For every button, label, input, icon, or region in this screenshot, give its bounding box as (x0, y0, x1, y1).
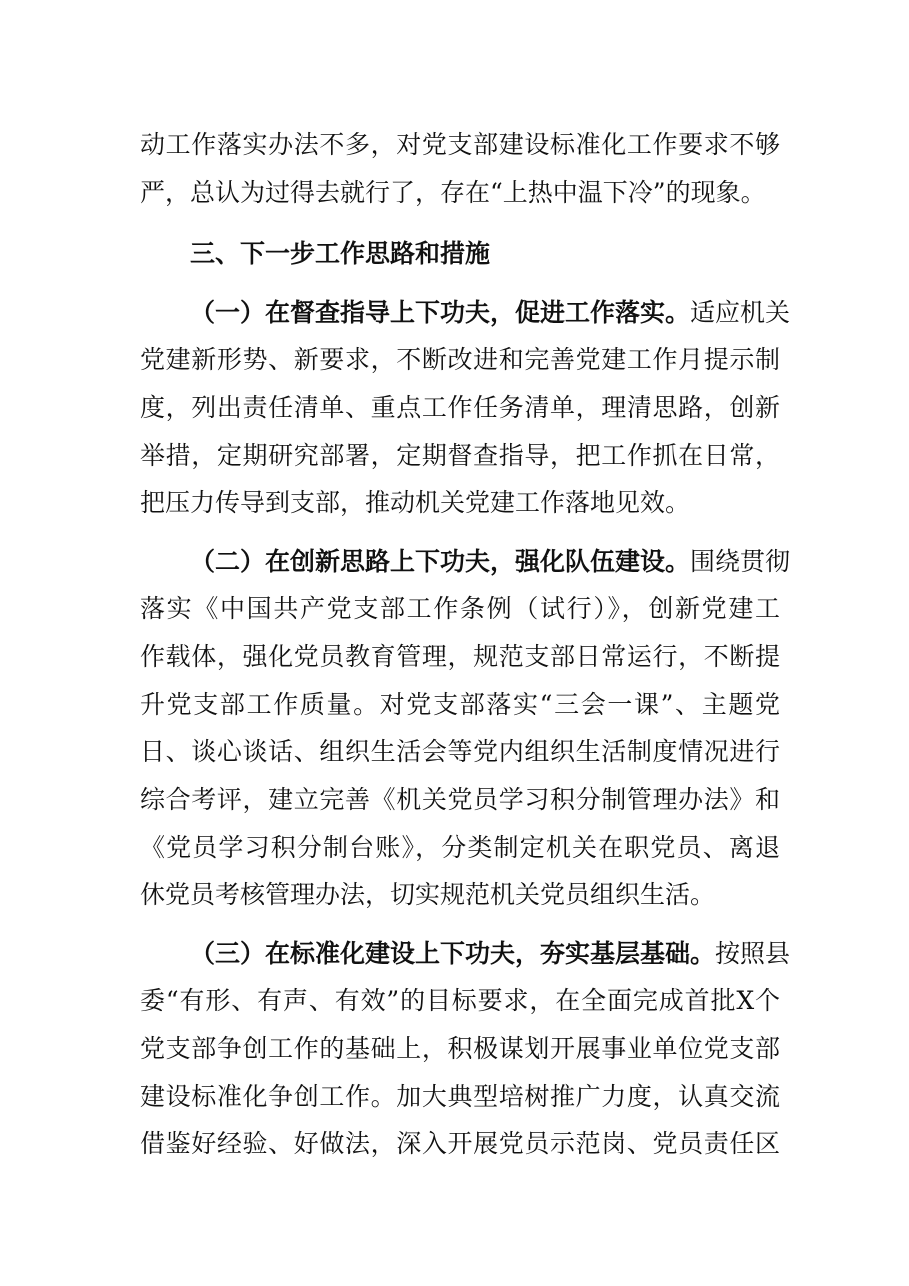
para1-line1-rest: 适应机关 (690, 298, 791, 327)
para2-line-6: 综合考评，建立完善《机关党员学习积分制管理办法》和 (140, 785, 780, 814)
para2-line-8: 休党员考核管理办法，切实规范机关党员组织生活。 (140, 880, 716, 909)
para2-line-3: 作载体，强化党员教育管理，规范支部日常运行，不断提 (140, 642, 780, 671)
intro-line-1: 动工作落实办法不多，对党支部建设标准化工作要求不够 (140, 130, 780, 159)
para3-line-5: 借鉴好经验、好做法，深入开展党员示范岗、党员责任区 (140, 1129, 780, 1158)
para2-line-5: 日、谈心谈话、组织生活会等党内组织生活制度情况进行 (140, 737, 780, 766)
para3-line-4: 建设标准化争创工作。加大典型培树推广力度，认真交流 (140, 1082, 780, 1111)
para3-line-2: 委“有形、有声、有效”的目标要求，在全面完成首批X个 (140, 986, 780, 1015)
para3-line1-rest: 按照县 (715, 939, 791, 968)
para3-line-3: 党支部争创工作的基础上，积极谋划开展事业单位党支部 (140, 1034, 780, 1063)
intro-line-2: 严，总认为过得去就行了，存在“上热中温下冷”的现象。 (140, 178, 766, 207)
para2-line1-rest: 围绕贯彻 (690, 547, 791, 576)
para1-line-1 (190, 297, 791, 329)
para1-line-3: 度，列出责任清单、重点工作任务清单，理清思路，创新 (140, 393, 780, 422)
para2-line-7: 《党员学习积分制台账》，分类制定机关在职党员、离退 (140, 833, 780, 862)
para2-line-1 (190, 546, 791, 578)
para3-lead: （三）在标准化建设上下功夫，夯实基层基础。 (190, 939, 716, 968)
para1-line-4: 举措，定期研究部署，定期督查指导，把工作抓在日常， (140, 441, 780, 470)
section-heading: 三、下一步工作思路和措施 (190, 239, 491, 268)
para1-line-5: 把压力传导到支部，推动机关党建工作落地见效。 (140, 488, 691, 517)
para3-line-1 (190, 938, 791, 970)
para1-lead: （一）在督查指导上下功夫，促进工作落实。 (190, 298, 691, 327)
para1-line-2: 党建新形势、新要求，不断改进和完善党建工作月提示制 (140, 345, 780, 374)
para2-lead: （二）在创新思路上下功夫，强化队伍建设。 (190, 547, 691, 576)
para2-line-2: 落实《中国共产党支部工作条例（试行）》，创新党建工 (140, 594, 780, 623)
para2-line-4: 升党支部工作质量。对党支部落实“三会一课”、主题党 (140, 690, 780, 719)
